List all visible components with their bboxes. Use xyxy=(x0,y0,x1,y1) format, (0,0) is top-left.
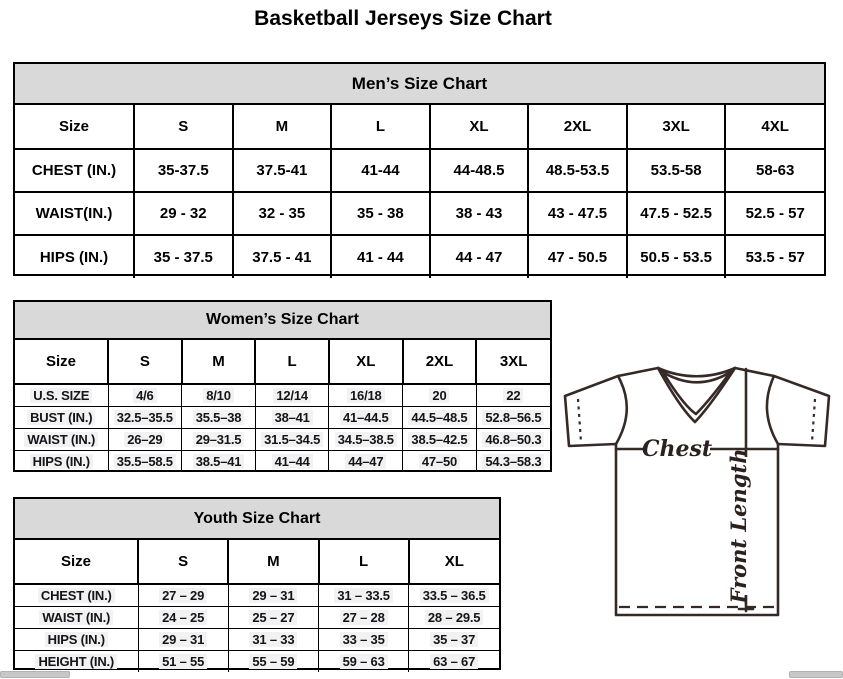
size-value-cell: 44 - 47 xyxy=(430,235,529,278)
size-value-cell: 27 – 28 xyxy=(319,606,409,628)
right-armhole-seam-icon xyxy=(767,376,778,444)
row-label: U.S. SIZE xyxy=(15,384,108,406)
horizontal-scrollbar-right-fragment[interactable] xyxy=(789,671,843,678)
row-label: HIPS (IN.) xyxy=(15,628,138,650)
jersey-outline-icon xyxy=(565,368,829,615)
column-header: Size xyxy=(15,540,138,584)
size-value-cell: 27 – 29 xyxy=(138,584,228,606)
column-header: Size xyxy=(15,340,108,384)
size-header-row xyxy=(15,105,824,149)
row-label: WAIST(IN.) xyxy=(15,192,134,235)
size-value-cell: 22 xyxy=(476,384,550,406)
size-value-cell: 28 – 29.5 xyxy=(409,606,499,628)
size-value-cell: 29–31.5 xyxy=(182,428,256,450)
size-value-cell: 54.3–58.3 xyxy=(476,450,550,472)
size-value-cell: 25 – 27 xyxy=(228,606,318,628)
size-value-cell: 41-44 xyxy=(331,149,430,192)
size-header-row xyxy=(15,340,550,384)
column-header: L xyxy=(319,540,409,584)
size-value-cell: 38 - 43 xyxy=(430,192,529,235)
size-value-cell: 63 – 67 xyxy=(409,650,499,672)
size-value-cell: 8/10 xyxy=(182,384,256,406)
size-value-cell: 47–50 xyxy=(403,450,477,472)
size-value-cell: 43 - 47.5 xyxy=(528,192,627,235)
row-label: HIPS (IN.) xyxy=(15,450,108,472)
row-label: HEIGHT (IN.) xyxy=(15,650,138,672)
size-value-cell: 29 - 32 xyxy=(134,192,233,235)
size-value-cell: 12/14 xyxy=(255,384,329,406)
size-value-cell: 32.5–35.5 xyxy=(108,406,182,428)
size-value-cell: 35.5–58.5 xyxy=(108,450,182,472)
column-header: S xyxy=(134,105,233,149)
column-header: 3XL xyxy=(476,340,550,384)
size-value-cell: 20 xyxy=(403,384,477,406)
table-row xyxy=(15,606,499,628)
table-row xyxy=(15,450,550,472)
column-header: 4XL xyxy=(725,105,824,149)
size-value-cell: 29 – 31 xyxy=(228,584,318,606)
column-header: M xyxy=(228,540,318,584)
column-header: L xyxy=(331,105,430,149)
size-value-cell: 4/6 xyxy=(108,384,182,406)
size-value-cell: 47.5 - 52.5 xyxy=(627,192,726,235)
horizontal-scrollbar-left-fragment[interactable] xyxy=(0,671,70,678)
size-value-cell: 44-48.5 xyxy=(430,149,529,192)
size-value-cell: 44.5–48.5 xyxy=(403,406,477,428)
column-header: XL xyxy=(409,540,499,584)
size-value-cell: 34.5–38.5 xyxy=(329,428,403,450)
page-title: Basketball Jerseys Size Chart xyxy=(254,7,552,30)
front-length-label: Front Length xyxy=(726,448,751,604)
size-header-row xyxy=(15,540,499,584)
column-header: 2XL xyxy=(528,105,627,149)
size-value-cell: 35 – 37 xyxy=(409,628,499,650)
column-header: M xyxy=(182,340,256,384)
size-value-cell: 44–47 xyxy=(329,450,403,472)
youth-size-table xyxy=(15,540,499,672)
chest-label: Chest xyxy=(641,436,713,462)
column-header: M xyxy=(233,105,332,149)
size-value-cell: 26–29 xyxy=(108,428,182,450)
column-header: S xyxy=(108,340,182,384)
youth-size-chart-section xyxy=(13,497,501,670)
size-value-cell: 48.5-53.5 xyxy=(528,149,627,192)
size-value-cell: 32 - 35 xyxy=(233,192,332,235)
table-row xyxy=(15,149,824,192)
jersey-measurement-diagram xyxy=(553,358,841,626)
size-value-cell: 50.5 - 53.5 xyxy=(627,235,726,278)
column-header: L xyxy=(255,340,329,384)
row-label: WAIST (IN.) xyxy=(15,606,138,628)
row-label: CHEST (IN.) xyxy=(15,584,138,606)
size-value-cell: 41–44.5 xyxy=(329,406,403,428)
size-value-cell: 55 – 59 xyxy=(228,650,318,672)
right-cuff-dashed-line-icon xyxy=(812,399,815,442)
table-row xyxy=(15,384,550,406)
row-label: WAIST (IN.) xyxy=(15,428,108,450)
size-value-cell: 33 – 35 xyxy=(319,628,409,650)
size-value-cell: 41 - 44 xyxy=(331,235,430,278)
size-value-cell: 47 - 50.5 xyxy=(528,235,627,278)
mens-size-table xyxy=(15,105,824,278)
size-value-cell: 37.5-41 xyxy=(233,149,332,192)
size-value-cell: 31 – 33 xyxy=(228,628,318,650)
table-row xyxy=(15,628,499,650)
size-value-cell: 53.5 - 57 xyxy=(725,235,824,278)
size-value-cell: 24 – 25 xyxy=(138,606,228,628)
column-header: S xyxy=(138,540,228,584)
womens-size-chart-section xyxy=(13,300,552,472)
size-value-cell: 41–44 xyxy=(255,450,329,472)
size-value-cell: 31 – 33.5 xyxy=(319,584,409,606)
jersey-diagram-icon xyxy=(553,358,841,626)
size-value-cell: 59 – 63 xyxy=(319,650,409,672)
table-row xyxy=(15,650,499,672)
size-value-cell: 46.8–50.3 xyxy=(476,428,550,450)
youth-chart-title: Youth Size Chart xyxy=(15,499,499,540)
row-label: HIPS (IN.) xyxy=(15,235,134,278)
mens-chart-title: Men’s Size Chart xyxy=(15,64,824,105)
column-header: Size xyxy=(15,105,134,149)
size-value-cell: 16/18 xyxy=(329,384,403,406)
row-label: CHEST (IN.) xyxy=(15,149,134,192)
size-value-cell: 35 - 38 xyxy=(331,192,430,235)
womens-chart-title: Women’s Size Chart xyxy=(15,302,550,340)
size-value-cell: 38.5–42.5 xyxy=(403,428,477,450)
size-value-cell: 38–41 xyxy=(255,406,329,428)
mens-size-chart-section xyxy=(13,62,826,276)
size-value-cell: 51 – 55 xyxy=(138,650,228,672)
left-armhole-seam-icon xyxy=(616,376,627,444)
column-header: 3XL xyxy=(627,105,726,149)
size-value-cell: 38.5–41 xyxy=(182,450,256,472)
row-label: BUST (IN.) xyxy=(15,406,108,428)
size-value-cell: 33.5 – 36.5 xyxy=(409,584,499,606)
table-row xyxy=(15,235,824,278)
column-header: XL xyxy=(329,340,403,384)
left-cuff-dashed-line-icon xyxy=(578,399,581,442)
size-value-cell: 35.5–38 xyxy=(182,406,256,428)
size-value-cell: 35-37.5 xyxy=(134,149,233,192)
size-value-cell: 58-63 xyxy=(725,149,824,192)
size-value-cell: 31.5–34.5 xyxy=(255,428,329,450)
table-row xyxy=(15,428,550,450)
size-value-cell: 35 - 37.5 xyxy=(134,235,233,278)
table-row xyxy=(15,192,824,235)
size-value-cell: 52.8–56.5 xyxy=(476,406,550,428)
column-header: 2XL xyxy=(403,340,477,384)
size-value-cell: 52.5 - 57 xyxy=(725,192,824,235)
table-row xyxy=(15,406,550,428)
table-row xyxy=(15,584,499,606)
womens-size-table xyxy=(15,340,550,472)
column-header: XL xyxy=(430,105,529,149)
size-value-cell: 29 – 31 xyxy=(138,628,228,650)
size-value-cell: 53.5-58 xyxy=(627,149,726,192)
size-value-cell: 37.5 - 41 xyxy=(233,235,332,278)
